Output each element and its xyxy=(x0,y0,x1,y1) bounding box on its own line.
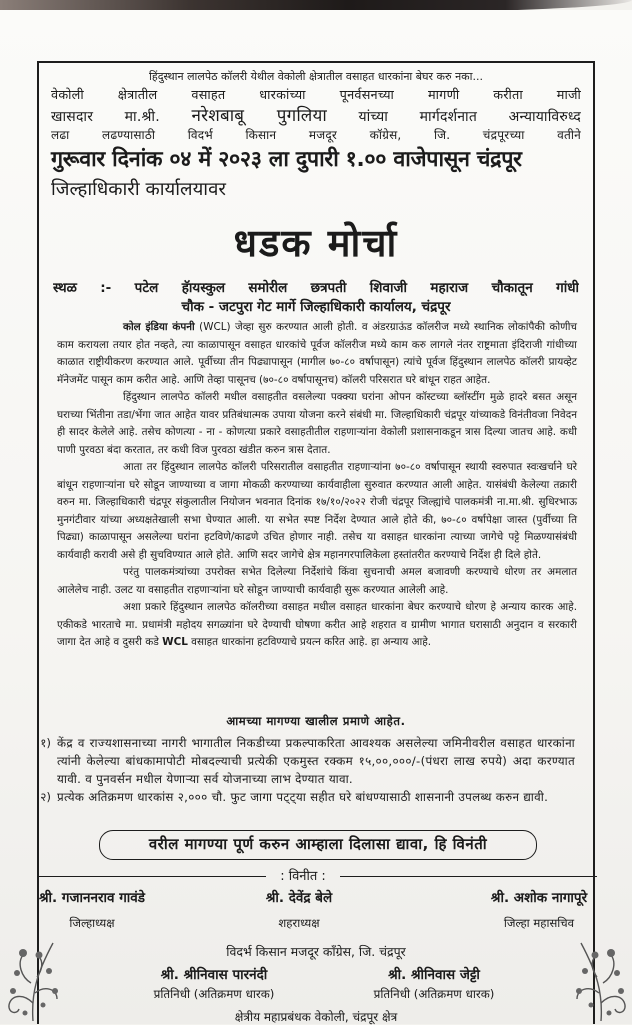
paragraph-4 xyxy=(57,564,577,599)
paragraph-5-tail: वसाहत धारकांना हटविण्याचे प्रयत्न करित आहे. हा अन्याय आहे. xyxy=(187,636,432,648)
signatory-role: जिल्हा महासचिव xyxy=(503,916,575,930)
floral-ornament-left-icon xyxy=(3,933,65,1023)
signatory-name: श्री. अशोक नागापूरे xyxy=(490,890,588,906)
paragraph-1-text: (WCL) जेव्हा सुरु करण्यात आली होती. व अंडरग्राऊंड कॉलरीज मध्ये स्थानिक लोकांपैकी कोणीच काम करायला तयार होत नव्हते, त्या काळापासून वसाहत धारकांचे पूर्वज कॉलरीज मध्ये काम करु लागले नंतर राष्ट्रमाता इंदिराजी गांधीच्या काळात राष्ट्रीयीकरण करण्यात आले. पूर्वीच्या तीन पिढ्यापासून (मागील ७०-८० वर्षापासून) त्यांचे पूर्वज हिंदुस्थान लालपेठ कॉलरी प्रायव्हेट मॅनेजमेंट पासून काम करीत आहे. आणि तेव्हा पासूनच (७०-८० वर्षापासूनच) कॉलरी परिसरात घरे बांधून राहत आहेत. xyxy=(57,321,577,386)
signatory-general-secretary xyxy=(459,888,619,931)
signatory-role: प्रतिनिधी (अतिक्रमण धारक) xyxy=(153,987,275,1001)
signatory-representative-2 xyxy=(349,965,519,1002)
vinit-label: : विनीत : xyxy=(280,869,326,884)
intro-line-1: हिंदुस्थान लालपेठ कॉलरी येथील वेकोली क्षेत्रातील वसाहत धारकांना बेघर करु नका... xyxy=(149,70,483,83)
signatory-city-president xyxy=(229,888,369,931)
intro-line-4: लढा लढण्यासाठी विदर्भ किसान मजदूर कॉग्रेस, जि. चंद्रपूरच्या वतीने xyxy=(51,128,581,142)
demand-item xyxy=(19,734,575,788)
footer-office: क्षेत्रीय महाप्रबंधक वेकोली, चंद्रपूर क्षेत्र xyxy=(234,1010,398,1024)
paragraph-1 xyxy=(57,319,577,389)
signatory-district-president xyxy=(17,888,167,931)
demand-item xyxy=(19,788,575,806)
signatory-name: श्री. देवेंद्र बेले xyxy=(265,890,333,906)
paragraph-5 xyxy=(57,599,577,652)
event-destination-line: जिल्हाधिकारी कार्यालयावर xyxy=(51,179,226,200)
body-paragraphs xyxy=(39,319,593,652)
intro-header xyxy=(39,69,593,143)
signatory-representative-1 xyxy=(134,965,294,1002)
divider-rule-right xyxy=(340,876,597,877)
divider-rule-left xyxy=(39,876,266,877)
paragraph-3-text: आता तर हिंदुस्थान लालपेठ कॉलरी परिसरातील वसाहतीत राहणाऱ्यांना ७०-८० वर्षापासून स्थायी स्वरुपात स्वःखर्चाने घरे बांधून राहणाऱ्यांना घरे सोडून जाण्याच्या व जागा मोकळी करण्याच्या कार्यवाहीला सुरुवात करण्यात आली आहेत. यासंबंधी केलेल्या तक्रारी वरुन मा. जिल्हाधिकारी चंद्रपूर संकुलातील नियोजन भवनात दिनांक १७/१०/२०२२ रोजी चंद्रपूर जिल्ह्यांचे पालकमंत्री ना.मा.श्री. सुधिरभाऊ मुनगंटीवार यांच्या अध्यक्षतेखाली सभा घेण्यात आली. या सभेत स्पष्ट निर्देश देण्यात आले होते की, ७०-८० वर्षापेक्षा जास्त (पुर्वीच्या ति पिढ्या) काळापासून असलेल्या घरांना हटविणे/काढणे उचित होणार नाही. तसेच या वसाहत धारकांना त्याच्या जागेचे पट्टे मिळण्यासंबंधी कार्यवाही करावी असे ही सुचविण्यात आले होते. आणि सदर जागेचे क्षेत्र महानगरपालिकेला हस्तांतरीत करण्याचे निर्देश ही दिले होते. xyxy=(57,461,577,561)
demand-text: केंद्र व राज्यशासनाच्या नागरी भागातील निकडीच्या प्रकल्पाकरिता आवश्यक असलेल्या जमिनीवरील वसाहत धारकांना त्यांनी केलेल्या बांधकामापोटी मोबदल्याची प्रत्येकी एकमुस्त रक्कम १५,००,०००/-(पंधरा लाख रुपये) अदा करण्यात यावी. व पुनवर्सन मधील येणाऱ्या सर्व योजनाच्या लाभ देण्यात यावा. xyxy=(57,736,575,786)
signatory-name: श्री. श्रीनिवास पारनंदी xyxy=(160,967,268,983)
event-date-line: गुरूवार दिनांक ०४ में २०२३ ला दुपारी १.०० वाजेपासून चंद्रपूर xyxy=(51,147,522,172)
intro-line-3 xyxy=(51,103,581,126)
poster-frame xyxy=(37,61,595,1024)
demand-text: प्रत्येक अतिक्रमण धारकांस २,००० चौ. फुट जागा पट्ट्या सहीत घरे बांधण्यासाठी शासनानी उपलब्ध करुन द्यावी. xyxy=(57,790,549,804)
intro-line-3-post: यांच्या मार्गदर्शनात अन्यायाविरुध्द xyxy=(358,109,581,125)
paragraph-3 xyxy=(57,459,577,564)
venue-line-1: स्थळ :- पटेल हॅायस्कुल समोरील छत्रपती शिवाजी महाराज चौकातून गांधी xyxy=(53,280,579,296)
appeal-box: वरील मागण्या पूर्ण करुन आम्हाला दिलासा द्यावा, हि विनंती xyxy=(99,830,537,860)
vinit-divider xyxy=(39,866,593,886)
intro-line-2: वेकोली क्षेत्रातील वसाहत धारकांच्या पूनर्वसनच्या मागणी करीता माजी xyxy=(51,88,581,103)
paragraph-2 xyxy=(57,389,577,459)
demand-number: २) xyxy=(40,790,51,804)
signatory-name: श्री. गजाननराव गावंडे xyxy=(38,890,146,906)
paragraph-5-wcl: WCL xyxy=(162,636,188,648)
signatory-role: जिल्हाध्यक्ष xyxy=(69,916,115,930)
signatory-name: श्री. श्रीनिवास जेट्टी xyxy=(388,967,480,983)
poster-title: धडक मोर्चा xyxy=(233,221,399,265)
demand-number: १) xyxy=(40,736,51,750)
venue xyxy=(39,279,593,317)
paragraph-5-text: अशा प्रकारे हिंदुस्थान लालपेठ कॉलरीच्या वसाहत मधील वसाहत धारकांना बेघर करण्याचे धोरण हे अन्याय कारक आहे. एकीकडे भारताचे मा. प्रधामंत्री महोदय सगळ्यांना घरे देण्याची घोषणा करीत आहे शहरात व ग्रामीण भागात घरासाठी अनुदान व सरकारी जागा देत आहे व दुसरी कडे xyxy=(57,601,577,648)
demands-list xyxy=(19,734,593,806)
floral-ornament-right-icon xyxy=(569,933,631,1023)
signatory-role: प्रतिनिधी (अतिक्रमण धारक) xyxy=(373,987,495,1001)
paragraph-1-lead: कोल इंडिया कंपनी xyxy=(123,321,195,333)
organization-name: विदर्भ किसान मजदूर कॉंग्रेस, जि. चंद्रपूर xyxy=(226,944,406,959)
venue-line-2: चौक - जटपुरा गेट मार्गे जिल्हाधिकारी कार्यालय, चंद्रपूर xyxy=(181,299,451,315)
signatory-role: शहराध्यक्ष xyxy=(278,916,320,930)
demands-heading: आमच्या मागण्या खालील प्रमाणे आहेत. xyxy=(226,714,406,728)
intro-line-3-pre: खासदार मा.श्री. xyxy=(51,109,160,125)
paragraph-4-text: परंतु पालकमंत्र्यांच्या उपरोक्त सभेत दिलेल्या निर्देशांचे किंवा सुचनाची अमल बजावणी करण्याचे धोरण तर अमलात आलेलेच नाही. उलट या वसाहतीत राहणाऱ्यांना घरे सोडून जाण्याची कार्यवाही सुरू करण्यात आलेली आहे. xyxy=(57,566,577,596)
leader-name: नरेशबाबू पुगलिया xyxy=(191,106,327,126)
paragraph-2-text: हिंदुस्थान लालपेठ कॉलरी मधील वसाहतीत वसलेल्या पक्क्या घरांना ओपन कॉस्टच्या ब्लॉस्टींग मुळे हादरे बसत असून घराच्या भिंतीना तडा/भेंगा जात आहेत यावर प्रतिबंधात्मक उपाया योजना करने संबंधी मा. जिल्हाधिकारी चंद्रपूर यांच्याकडे विनंतीवजा निवेदन ही सादर केलेले आहे. तसेच कोणत्या - ना - कोणत्या प्रकारे वसाहतीतील राहणाऱ्यांना वेकोली प्रशासनाकडून त्रास दिल्या जातच आहे. कधी पाणी पुरवठा बंदा करतात, तर कधी विज पुरवठा खंडीत करुन त्रास देतात. xyxy=(57,391,577,456)
